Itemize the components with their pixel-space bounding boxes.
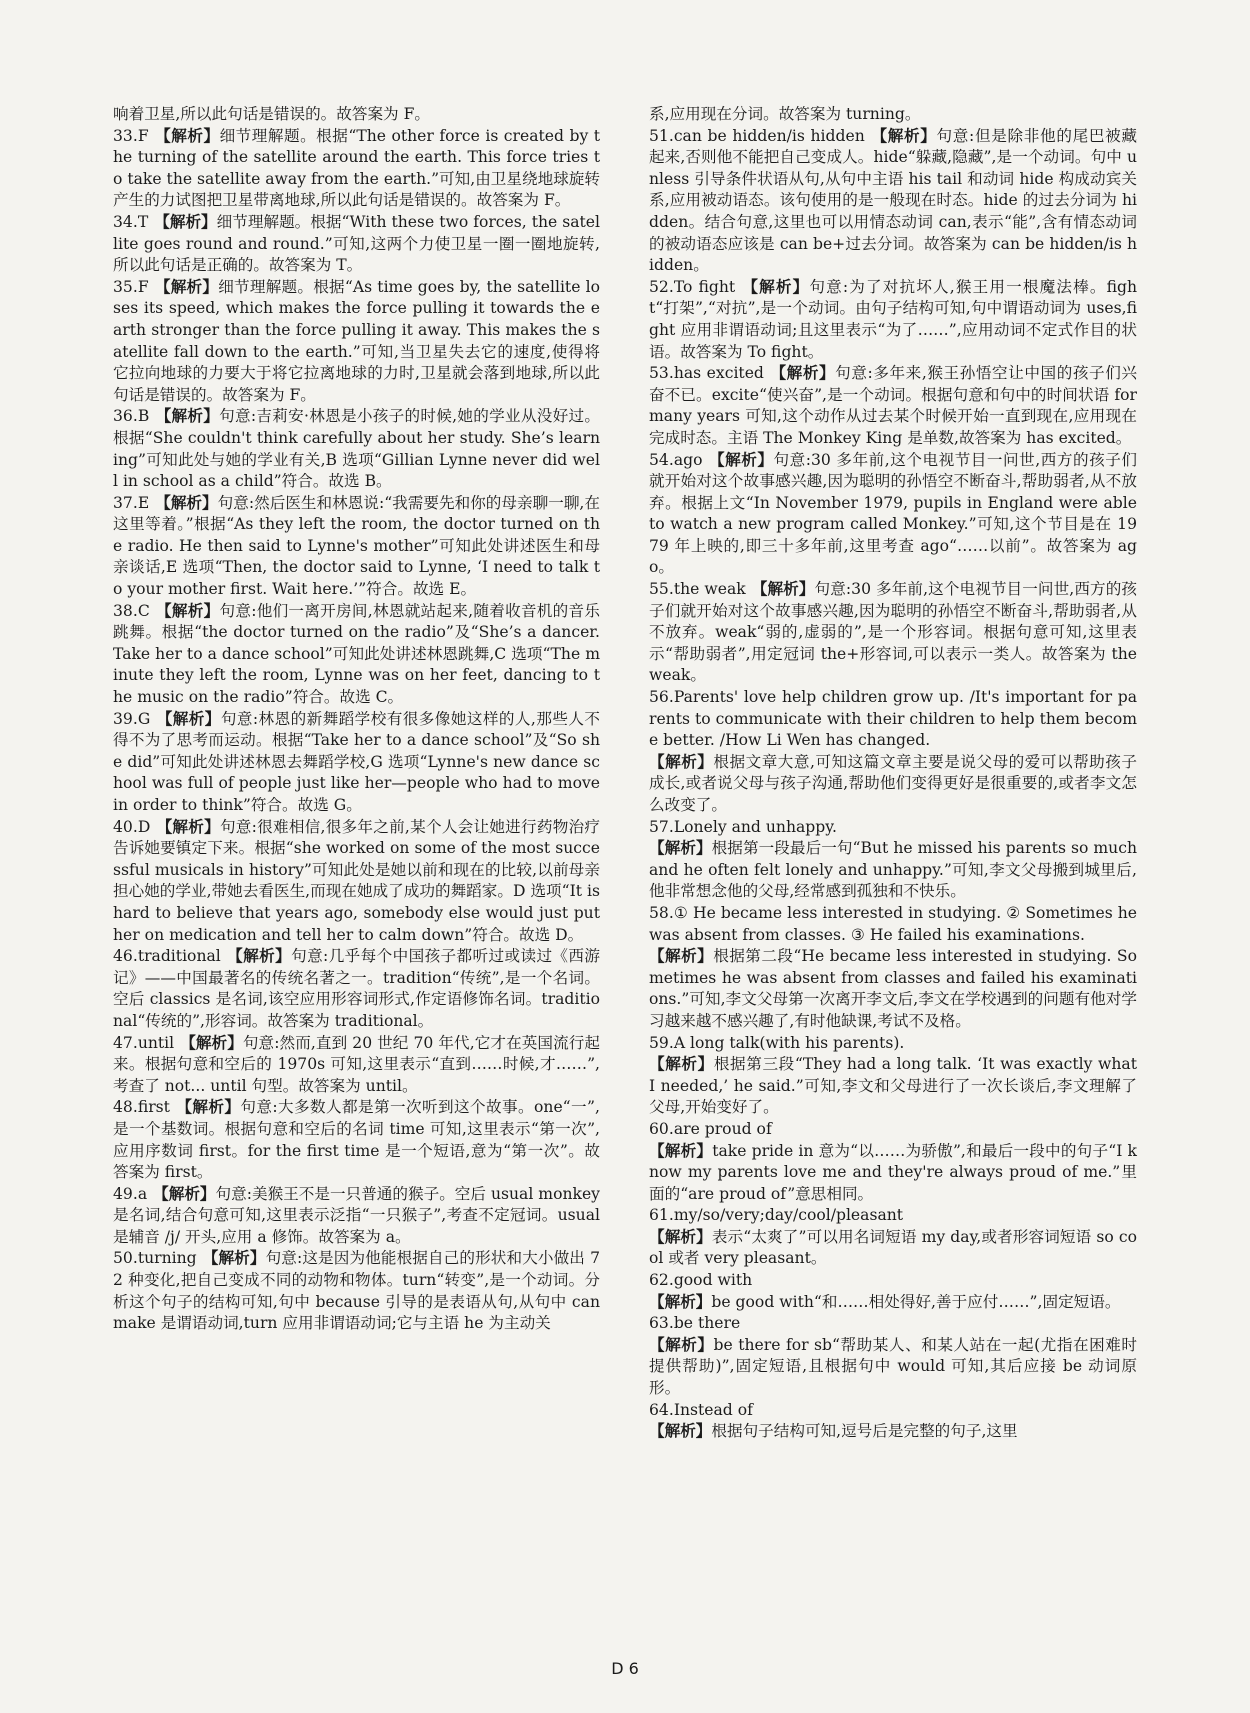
answer-item (649, 817, 1137, 903)
answer-item (113, 817, 600, 947)
left-lead-text: 响着卫星,所以此句话是错误的。故答案为 F。 (113, 105, 431, 123)
analysis-tag: 【解析】 (155, 407, 220, 426)
answer-text: the weak (673, 580, 746, 599)
analysis-tag: 【解析】 (649, 1292, 712, 1311)
analysis-tag: 【解析】 (202, 1249, 266, 1268)
analysis-text: 根据句子结构可知,逗号后是完整的句子,这里 (711, 1422, 1018, 1441)
analysis-tag: 【解析】 (180, 1033, 243, 1052)
question-number: 64. (649, 1400, 674, 1419)
analysis-tag: 【解析】 (649, 1055, 714, 1074)
analysis-block (649, 1054, 1137, 1119)
analysis-text: 根据第三段“They had a long talk. ‘It was exactly what I needed,’ he said.”可知,李文和父母进行了一次长谈后,李文理解了父母,开始变好了。 (649, 1055, 1137, 1117)
question-number: 33. (113, 126, 138, 145)
question-number: 55. (649, 580, 674, 599)
question-number: 58. (649, 903, 674, 922)
answer-item (649, 1313, 1137, 1399)
answer-text: until (137, 1033, 175, 1052)
analysis-tag: 【解析】 (708, 450, 774, 469)
analysis-text: be there for sb“帮助某人、和某人站在一起(尤指在困难时提供帮助)”,固定短语,且根据句中 would 可知,其后应接 be 动词原形。 (649, 1335, 1137, 1398)
question-number: 37. (113, 493, 138, 512)
analysis-tag: 【解析】 (226, 947, 292, 966)
analysis-text: 句意:他们一离开房间,林恩就站起来,随着收音机的音乐跳舞。根据“the doctor turned on the radio”及“She’s a dancer. Take her to a dance school”可知此处讲述林恩跳舞,C 选项“The minute they left the room, Lynne was on her feet, dancing to the music on the radio”符合。故选 C。 (113, 601, 600, 707)
answer-text: F (137, 277, 149, 296)
analysis-text: 根据第一段最后一句“But he missed his parents so much and he often felt lonely and unhappy.”可知,李文父母搬到城里后,他非常想念他的父母,经常感到孤独和不快乐。 (649, 839, 1137, 901)
answer-text: Lonely and unhappy. (673, 817, 837, 836)
question-number: 62. (649, 1271, 674, 1290)
question-number: 36. (113, 407, 138, 426)
answer-item (649, 277, 1137, 363)
analysis-tag: 【解析】 (649, 1422, 712, 1441)
analysis-text: 句意:美猴王不是一只普通的猴子。空后 usual monkey 是名词,结合句意可知,这里表示泛指“一只猴子”,考查不定冠词。usual 是辅音 /j/ 开头,应用 a 修饰。故答案为 a。 (113, 1184, 600, 1246)
analysis-tag: 【解析】 (154, 126, 220, 145)
analysis-tag: 【解析】 (153, 1184, 216, 1203)
question-number: 48. (113, 1098, 138, 1117)
analysis-block (649, 838, 1137, 903)
analysis-text: 句意:这是因为他能根据自己的形状和大小做出 72 种变化,把自己变成不同的动物和物体。turn“转变”,是一个动词。分析这个句子的结构可知,句中 because 引导的是表语从句,从句中 can make 是谓语动词,turn 应用非谓语动词;它与主语 he 为主动关 (113, 1249, 600, 1333)
question-number: 38. (113, 601, 138, 620)
question-number: 56. (649, 688, 674, 707)
question-number: 49. (113, 1184, 138, 1203)
analysis-tag: 【解析】 (156, 817, 220, 836)
question-number: 51. (649, 126, 674, 145)
analysis-text: 根据第二段“He became less interested in studying. Sometimes he was absent from classes and failed his examinations.”可知,李文父母第一次离开李文后,李文在学校遇到的问题有他对学习越来越不感兴趣了,有时他缺课,考试不及格。 (649, 947, 1137, 1030)
answer-item (649, 579, 1137, 687)
analysis-text: 句意:大多数人都是第一次听到这个故事。one“一”,是一个基数词。根据句意和空后的名词 time 可知,这里表示“第一次”,应用序数词 first。for the first time 是一个短语,意为“第一次”。故答案为 first。 (113, 1098, 600, 1182)
answer-text: can be hidden/is hidden (673, 126, 865, 145)
analysis-tag: 【解析】 (751, 580, 815, 599)
question-number: 47. (113, 1033, 138, 1052)
answer-text: A long talk(with his parents). (673, 1033, 905, 1052)
analysis-block (649, 1335, 1137, 1400)
answer-item (649, 903, 1137, 1033)
question-number: 59. (649, 1033, 674, 1052)
question-number: 60. (649, 1119, 674, 1138)
answer-text: T (137, 212, 149, 231)
analysis-tag: 【解析】 (649, 1141, 713, 1160)
page-number: D 6 (611, 1659, 639, 1678)
analysis-text: 句意:然而,直到 20 世纪 70 年代,它才在英国流行起来。根据句意和空后的 1970s 可知,这里表示“直到……时候,才……”,考查了 not... until 句型。故答案为 until。 (113, 1033, 600, 1095)
answer-text: my/so/very;day/cool/pleasant (673, 1206, 904, 1225)
answer-item (113, 212, 600, 277)
analysis-text: 句意:吉莉安·林恩是小孩子的时候,她的学业从没好过。根据“She couldn't think carefully about her study. She’s learning”可知此处与她的学业有关,B 选项“Gillian Lynne never did well in school as a child”符合。故选 B。 (113, 407, 600, 491)
answer-item (649, 126, 1137, 277)
analysis-text: 细节理解题。根据“With these two forces, the satellite goes round and round.”可知,这两个力使卫星一圈一圈地旋转,所以此句话是正确的。故答案为 T。 (113, 212, 600, 275)
answer-text: C (137, 601, 150, 620)
analysis-block (649, 752, 1137, 817)
analysis-text: 句意:但是除非他的尾巴被藏起来,否则他不能把自己变成人。hide“躲藏,隐藏”,是一个动词。句中 unless 引导条件状语从句,从句中主语 his tail 和动词 hide 构成动宾关系,应用被动语态。该句使用的是一般现在时态。hide 的过去分词为 hidden。结合句意,这里也可以用情态动词 can,表示“能”,含有情态动词的被动语态应该是 can be+过去分词。故答案为 can be hidden/is hidden。 (649, 126, 1137, 275)
answer-item (113, 126, 600, 212)
analysis-tag: 【解析】 (154, 212, 217, 231)
analysis-tag: 【解析】 (175, 1098, 241, 1117)
analysis-block (649, 1227, 1137, 1270)
answer-item (113, 601, 600, 709)
answer-text: ① He became less interested in studying. ② Sometimes he was absent from classes. ③ He failed his examinations. (649, 903, 1137, 944)
analysis-text: 句意:很难相信,很多年之前,某个人会让她进行药物治疗告诉她要镇定下来。根据“she worked on some of the most successful musicals in history”可知此处是她以前和现在的比较,以前母亲担心她的学业,带她去看医生,而现在她成了成功的舞蹈家。D 选项“It is hard to believe that years ago, somebody else would just put her on medication and tell her to calm down”符合。故选 D。 (113, 817, 600, 944)
answer-text: first (137, 1098, 170, 1117)
answer-item (649, 1205, 1137, 1270)
question-number: 40. (113, 817, 138, 836)
analysis-text: 句意:林恩的新舞蹈学校有很多像她这样的人,那些人不得不为了思考而运动。根据“Take her to a dance school”及“So she did”可知此处讲述林恩去舞蹈学校,G 选项“Lynne's new dance school was full of people just like her—people who had to move in order to think”符合。故选 G。 (113, 709, 600, 814)
left-answer-list (113, 126, 600, 1335)
answer-item (113, 1248, 600, 1334)
question-number: 53. (649, 364, 674, 383)
question-number: 63. (649, 1314, 674, 1333)
answer-item (649, 1119, 1137, 1205)
answer-item (649, 450, 1137, 580)
answer-item (113, 1184, 600, 1249)
analysis-tag: 【解析】 (870, 126, 937, 145)
analysis-text: 句意:为了对抗坏人,猴王用一根魔法棒。fight“打架”,“对抗”,是一个动词。由句子结构可知,句中谓语动词为 uses,fight 应用非谓语动词;且这里表示“为了……”,应用动词不定式作目的状语。故答案为 To fight。 (649, 277, 1137, 361)
answer-text: are proud of (673, 1119, 772, 1138)
analysis-tag: 【解析】 (649, 752, 714, 771)
analysis-block (649, 1141, 1137, 1206)
answer-item (649, 1270, 1137, 1313)
answer-item (113, 493, 600, 601)
answer-item (113, 406, 600, 492)
analysis-tag: 【解析】 (154, 277, 219, 296)
analysis-text: 根据文章大意,可知这篇文章主要是说父母的爱可以帮助孩子成长,或者说父母与孩子沟通,帮助他们变得更好是很重要的,或者李文怎么改变了。 (649, 752, 1137, 814)
analysis-tag: 【解析】 (649, 947, 714, 966)
right-lead-text: 系,应用现在分词。故答案为 turning。 (649, 105, 921, 123)
answer-text: good with (673, 1271, 753, 1290)
analysis-tag: 【解析】 (769, 364, 836, 383)
question-number: 39. (113, 709, 138, 728)
answer-item (649, 687, 1137, 817)
question-number: 35. (113, 277, 138, 296)
analysis-text: 句意:30 多年前,这个电视节目一问世,西方的孩子们就开始对这个故事感兴趣,因为聪明的孙悟空不断奋斗,帮助弱者,从不放弃。根据上文“In November 1979, pupils in England were able to watch a new program called Monkey.”可知,这个节目是在 1979 年上映的,即三十多年前,这里考查 ago“……以前”。故答案为 ago。 (649, 450, 1137, 577)
analysis-tag: 【解析】 (649, 839, 712, 858)
right-answer-list (649, 126, 1137, 1443)
answer-item (649, 1400, 1137, 1443)
analysis-tag: 【解析】 (156, 709, 221, 728)
answer-item (113, 277, 600, 407)
answer-text: B (137, 407, 150, 426)
answer-item (649, 1033, 1137, 1119)
question-number: 61. (649, 1206, 674, 1225)
analysis-block (649, 1421, 1137, 1443)
right-column (649, 104, 1137, 1443)
analysis-text: be good with“和……相处得好,善于应付……”,固定短语。 (711, 1292, 1121, 1311)
answer-text: turning (137, 1249, 197, 1268)
answer-item (113, 709, 600, 817)
answer-text: E (137, 493, 150, 512)
analysis-text: 句意:多年来,猴王孙悟空让中国的孩子们兴奋不已。excite“使兴奋”,是一个动词。根据句意和句中的时间状语 for many years 可知,这个动作从过去某个时候开始一直到现在,应用现在完成时态。主语 The Monkey King 是单数,故答案为 has excited。 (649, 364, 1137, 447)
analysis-block (649, 946, 1137, 1032)
left-column (113, 104, 600, 1335)
answer-item (113, 1033, 600, 1098)
analysis-text: take pride in 意为“以……为骄傲”,和最后一段中的句子“I know my parents love me and they're always proud of me.”里面的“are proud of”意思相同。 (649, 1141, 1137, 1203)
analysis-tag: 【解析】 (155, 493, 218, 512)
answer-text: Instead of (673, 1400, 753, 1419)
question-number: 50. (113, 1249, 138, 1268)
answer-item (113, 1097, 600, 1183)
answer-text: traditional (137, 947, 221, 966)
question-number: 52. (649, 277, 674, 296)
answer-text: Parents' love help children grow up. /It's important for parents to communicate with their children to help them become better. /How Li Wen has changed. (649, 688, 1137, 750)
analysis-block (649, 1292, 1137, 1314)
analysis-text: 细节理解题。根据“As time goes by, the satellite loses its speed, which makes the force pulling it towards the earth stronger than the force pulling it away. This makes the satellite fall down to the earth.”可知,当卫星失去它的速度,使得将它拉向地球的力要大于将它拉离地球的力时,卫星就会落到地球,所以此句话是错误的。故答案为 F。 (113, 277, 600, 404)
question-number: 57. (649, 817, 674, 836)
answer-item (113, 946, 600, 1032)
analysis-text: 细节理解题。根据“The other force is created by the turning of the satellite around the earth. This force tries to take the satellite away from the earth.”可知,由卫星绕地球旋转产生的力试图把卫星带离地球,所以此句话是错误的。故答案为 F。 (113, 126, 600, 210)
answer-text: ago (673, 450, 703, 469)
question-number: 46. (113, 947, 138, 966)
analysis-text: 表示“太爽了”可以用名词短语 my day,或者形容词短语 so cool 或者 very pleasant。 (649, 1227, 1137, 1268)
answer-item (649, 363, 1137, 449)
answer-text: G (137, 709, 151, 728)
analysis-tag: 【解析】 (741, 277, 810, 296)
answer-text: a (137, 1184, 148, 1203)
analysis-text: 句意:几乎每个中国孩子都听过或读过《西游记》——中国最著名的传统名著之一。tradition“传统”,是一个名词。空后 classics 是名词,该空应用形容词形式,作定语修饰名词。traditional“传统的”,形容词。故答案为 traditional。 (113, 947, 600, 1030)
question-number: 34. (113, 212, 138, 231)
answer-text: To fight (673, 277, 736, 296)
analysis-text: 句意:然后医生和林恩说:“我需要先和你的母亲聊一聊,在这里等着。”根据“As they left the room, the doctor turned on the radio. He then said to Lynne's mother”可知此处讲述医生和母亲谈话,E 选项“Then, the doctor said to Lynne, ‘I need to talk to your mother first. Wait here.’”符合。故选 E。 (113, 493, 600, 599)
answer-text: F (137, 126, 149, 145)
answer-text: D (137, 817, 151, 836)
analysis-text: 句意:30 多年前,这个电视节目一问世,西方的孩子们就开始对这个故事感兴趣,因为聪明的孙悟空不断奋斗,帮助弱者,从不放弃。weak“弱的,虚弱的”,是一个形容词。根据句意可知,这里表示“帮助弱者”,用定冠词 the+形容词,可以表示一类人。故答案为 the weak。 (649, 580, 1137, 685)
question-number: 54. (649, 450, 674, 469)
analysis-tag: 【解析】 (649, 1335, 714, 1354)
answer-text: be there (673, 1314, 741, 1333)
answer-text: has excited (673, 364, 764, 383)
analysis-tag: 【解析】 (649, 1227, 712, 1246)
analysis-tag: 【解析】 (155, 601, 220, 620)
